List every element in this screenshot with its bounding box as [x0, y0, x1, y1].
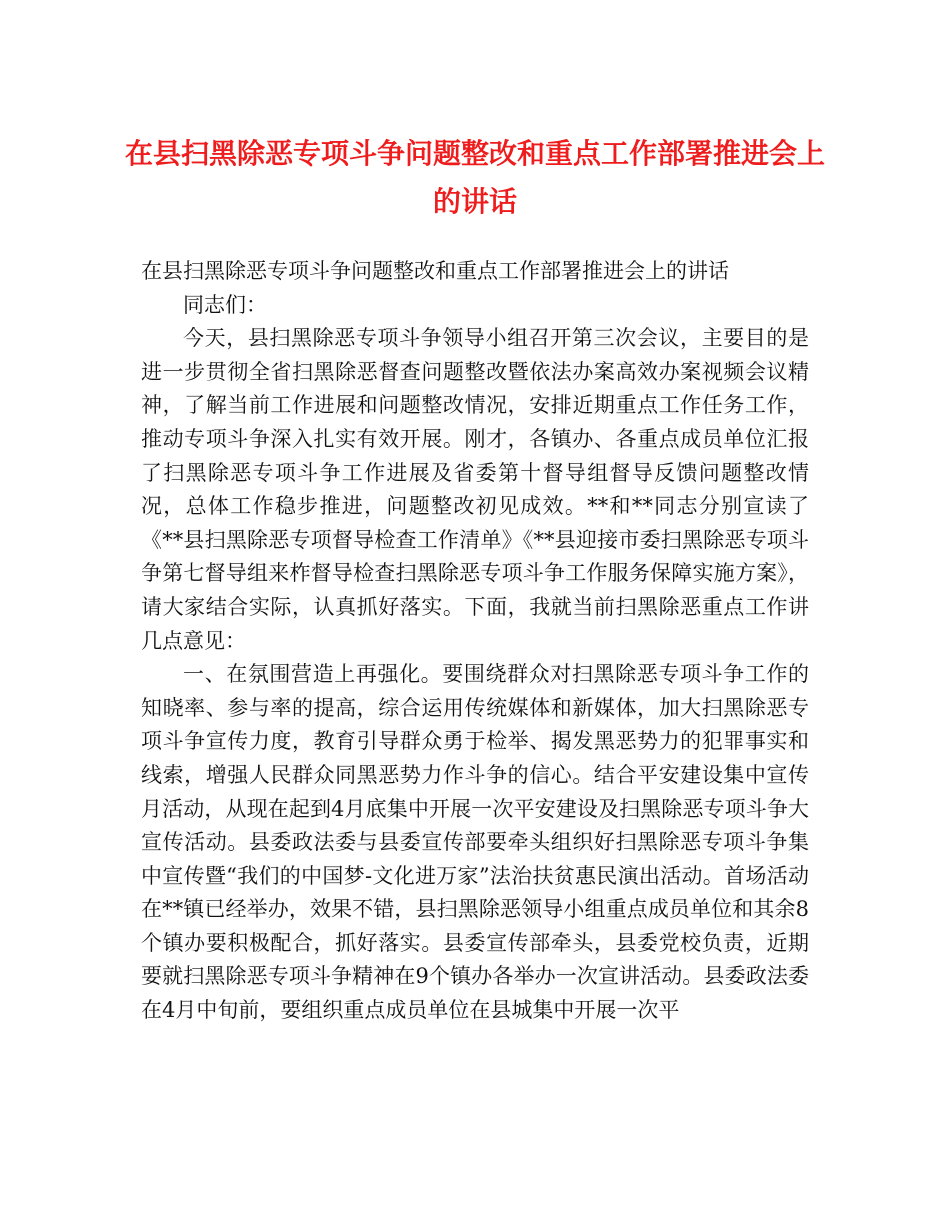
document-subtitle: 在县扫黑除恶专项斗争问题整改和重点工作部署推进会上的讲话: [141, 259, 729, 283]
paragraph: 今天，县扫黑除恶专项斗争领导小组召开第三次会议，主要目的是进一步贯彻全省扫黑除恶督查问题整改暨依法办案高效办案视频会议精神，了解当前工作进展和问题整改情况，安排近期重点工作任务工作，推动专项斗争深入扎实有效开展。刚才，各镇办、各重点成员单位汇报了扫黑除恶专项斗争工作进展及省委第十督导组督导反馈问题整改情况，总体工作稳步推进，问题整改初见成效。**和**同志分别宣读了《**县扫黑除恶专项督导检查工作清单》《**县迎接市委扫黑除恶专项斗争第七督导组来柞督导检查扫黑除恶专项斗争工作服务保障实施方案》，请大家结合实际，认真抓好落实。下面，我就当前扫黑除恶重点工作讲几点意见：: [141, 326, 809, 653]
salutation: 同志们：: [183, 292, 267, 317]
document-title: 在县扫黑除恶专项斗争问题整改和重点工作部署推进会上的讲话: [124, 137, 825, 218]
document-body: [141, 255, 809, 1028]
paragraph: 一、在氛围营造上再强化。要围绕群众对扫黑除恶专项斗争工作的知晓率、参与率的提高，综合运用传统媒体和新媒体，加大扫黑除恶专项斗争宣传力度，教育引导群众勇于检举、揭发黑恶势力的犯罪事实和线索，增强人民群众同黑恶势力作斗争的信心。结合平安建设集中宣传月活动，从现在起到4月底集中开展一次平安建设及扫黑除恶专项斗争大宣传活动。县委政法委与县委宣传部要牵头组织好扫黑除恶专项斗争集中宣传暨“我们的中国梦-文化进万家”法治扶贫惠民演出活动。首场活动在**镇已经举办，效果不错，县扫黑除恶领导小组重点成员单位和其余8个镇办要积极配合，抓好落实。县委宣传部牵头，县委党校负责，近期要就扫黑除恶专项斗争精神在9个镇办各举办一次宣讲活动。县委政法委在4月中旬前，要组织重点成员单位在县城集中开展一次平: [141, 662, 809, 1023]
